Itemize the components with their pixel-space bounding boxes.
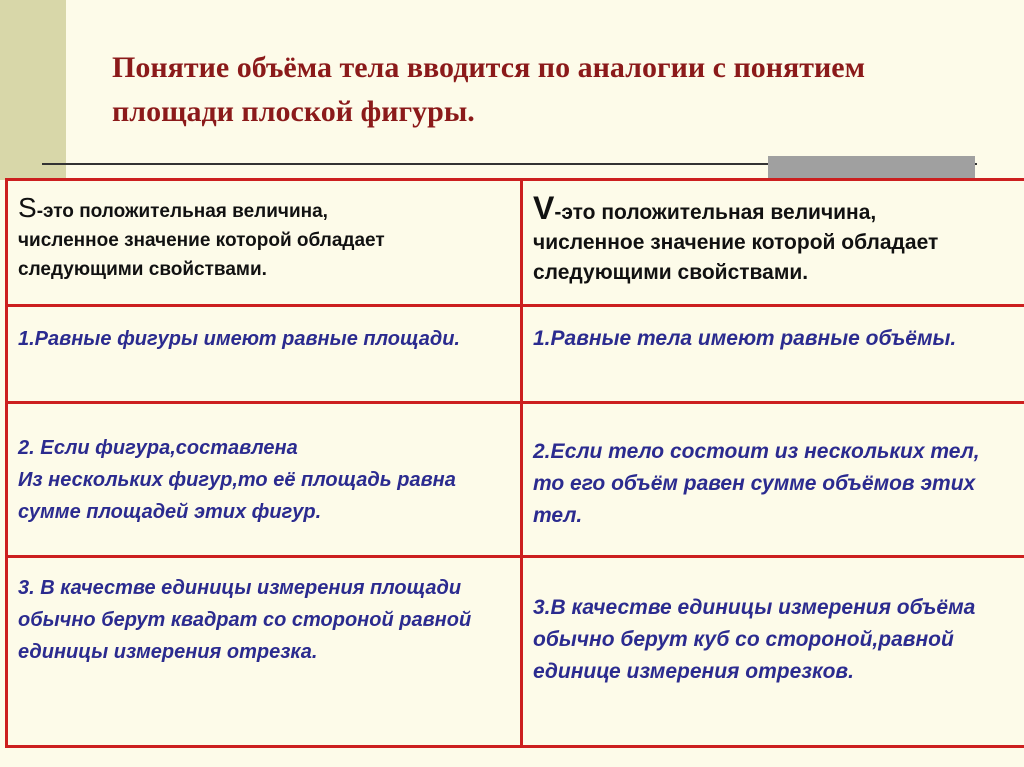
decorative-sidebar bbox=[0, 0, 66, 180]
volume-property-2: 2.Если тело состоит из нескольких тел, то его объём равен сумме объёмов этих тел. bbox=[523, 404, 1024, 558]
volume-definition-line1: -это положительная величина, bbox=[554, 201, 877, 224]
area-definition-line2: численное значение которой обладает следующими свойствами. bbox=[18, 230, 385, 280]
area-property-3: 3. В качестве единицы измерения площади обычно берут квадрат со стороной равной единицы измерения отрезка. bbox=[8, 558, 523, 748]
area-symbol: S bbox=[18, 192, 37, 223]
area-property-1: 1.Равные фигуры имеют равные площади. bbox=[8, 307, 523, 404]
header-volume bbox=[523, 181, 1024, 307]
volume-property-3: 3.В качестве единицы измерения объёма обычно берут куб со стороной,равной единице измерения отрезков. bbox=[523, 558, 1024, 748]
area-property-2: 2. Если фигура,составлена Из нескольких фигур,то её площадь равна сумме площадей этих фигур. bbox=[8, 404, 523, 558]
volume-definition-line2: численное значение которой обладает следующими свойствами. bbox=[533, 231, 939, 284]
volume-symbol: V bbox=[533, 190, 555, 226]
decorative-bar bbox=[768, 156, 975, 178]
header-area bbox=[8, 181, 523, 307]
volume-property-1: 1.Равные тела имеют равные объёмы. bbox=[523, 307, 1024, 404]
comparison-table bbox=[5, 178, 1024, 748]
area-definition-line1: -это положительная величина, bbox=[36, 201, 328, 222]
slide-title: Понятие объёма тела вводится по аналогии с понятием площади плоской фигуры. bbox=[112, 51, 866, 128]
